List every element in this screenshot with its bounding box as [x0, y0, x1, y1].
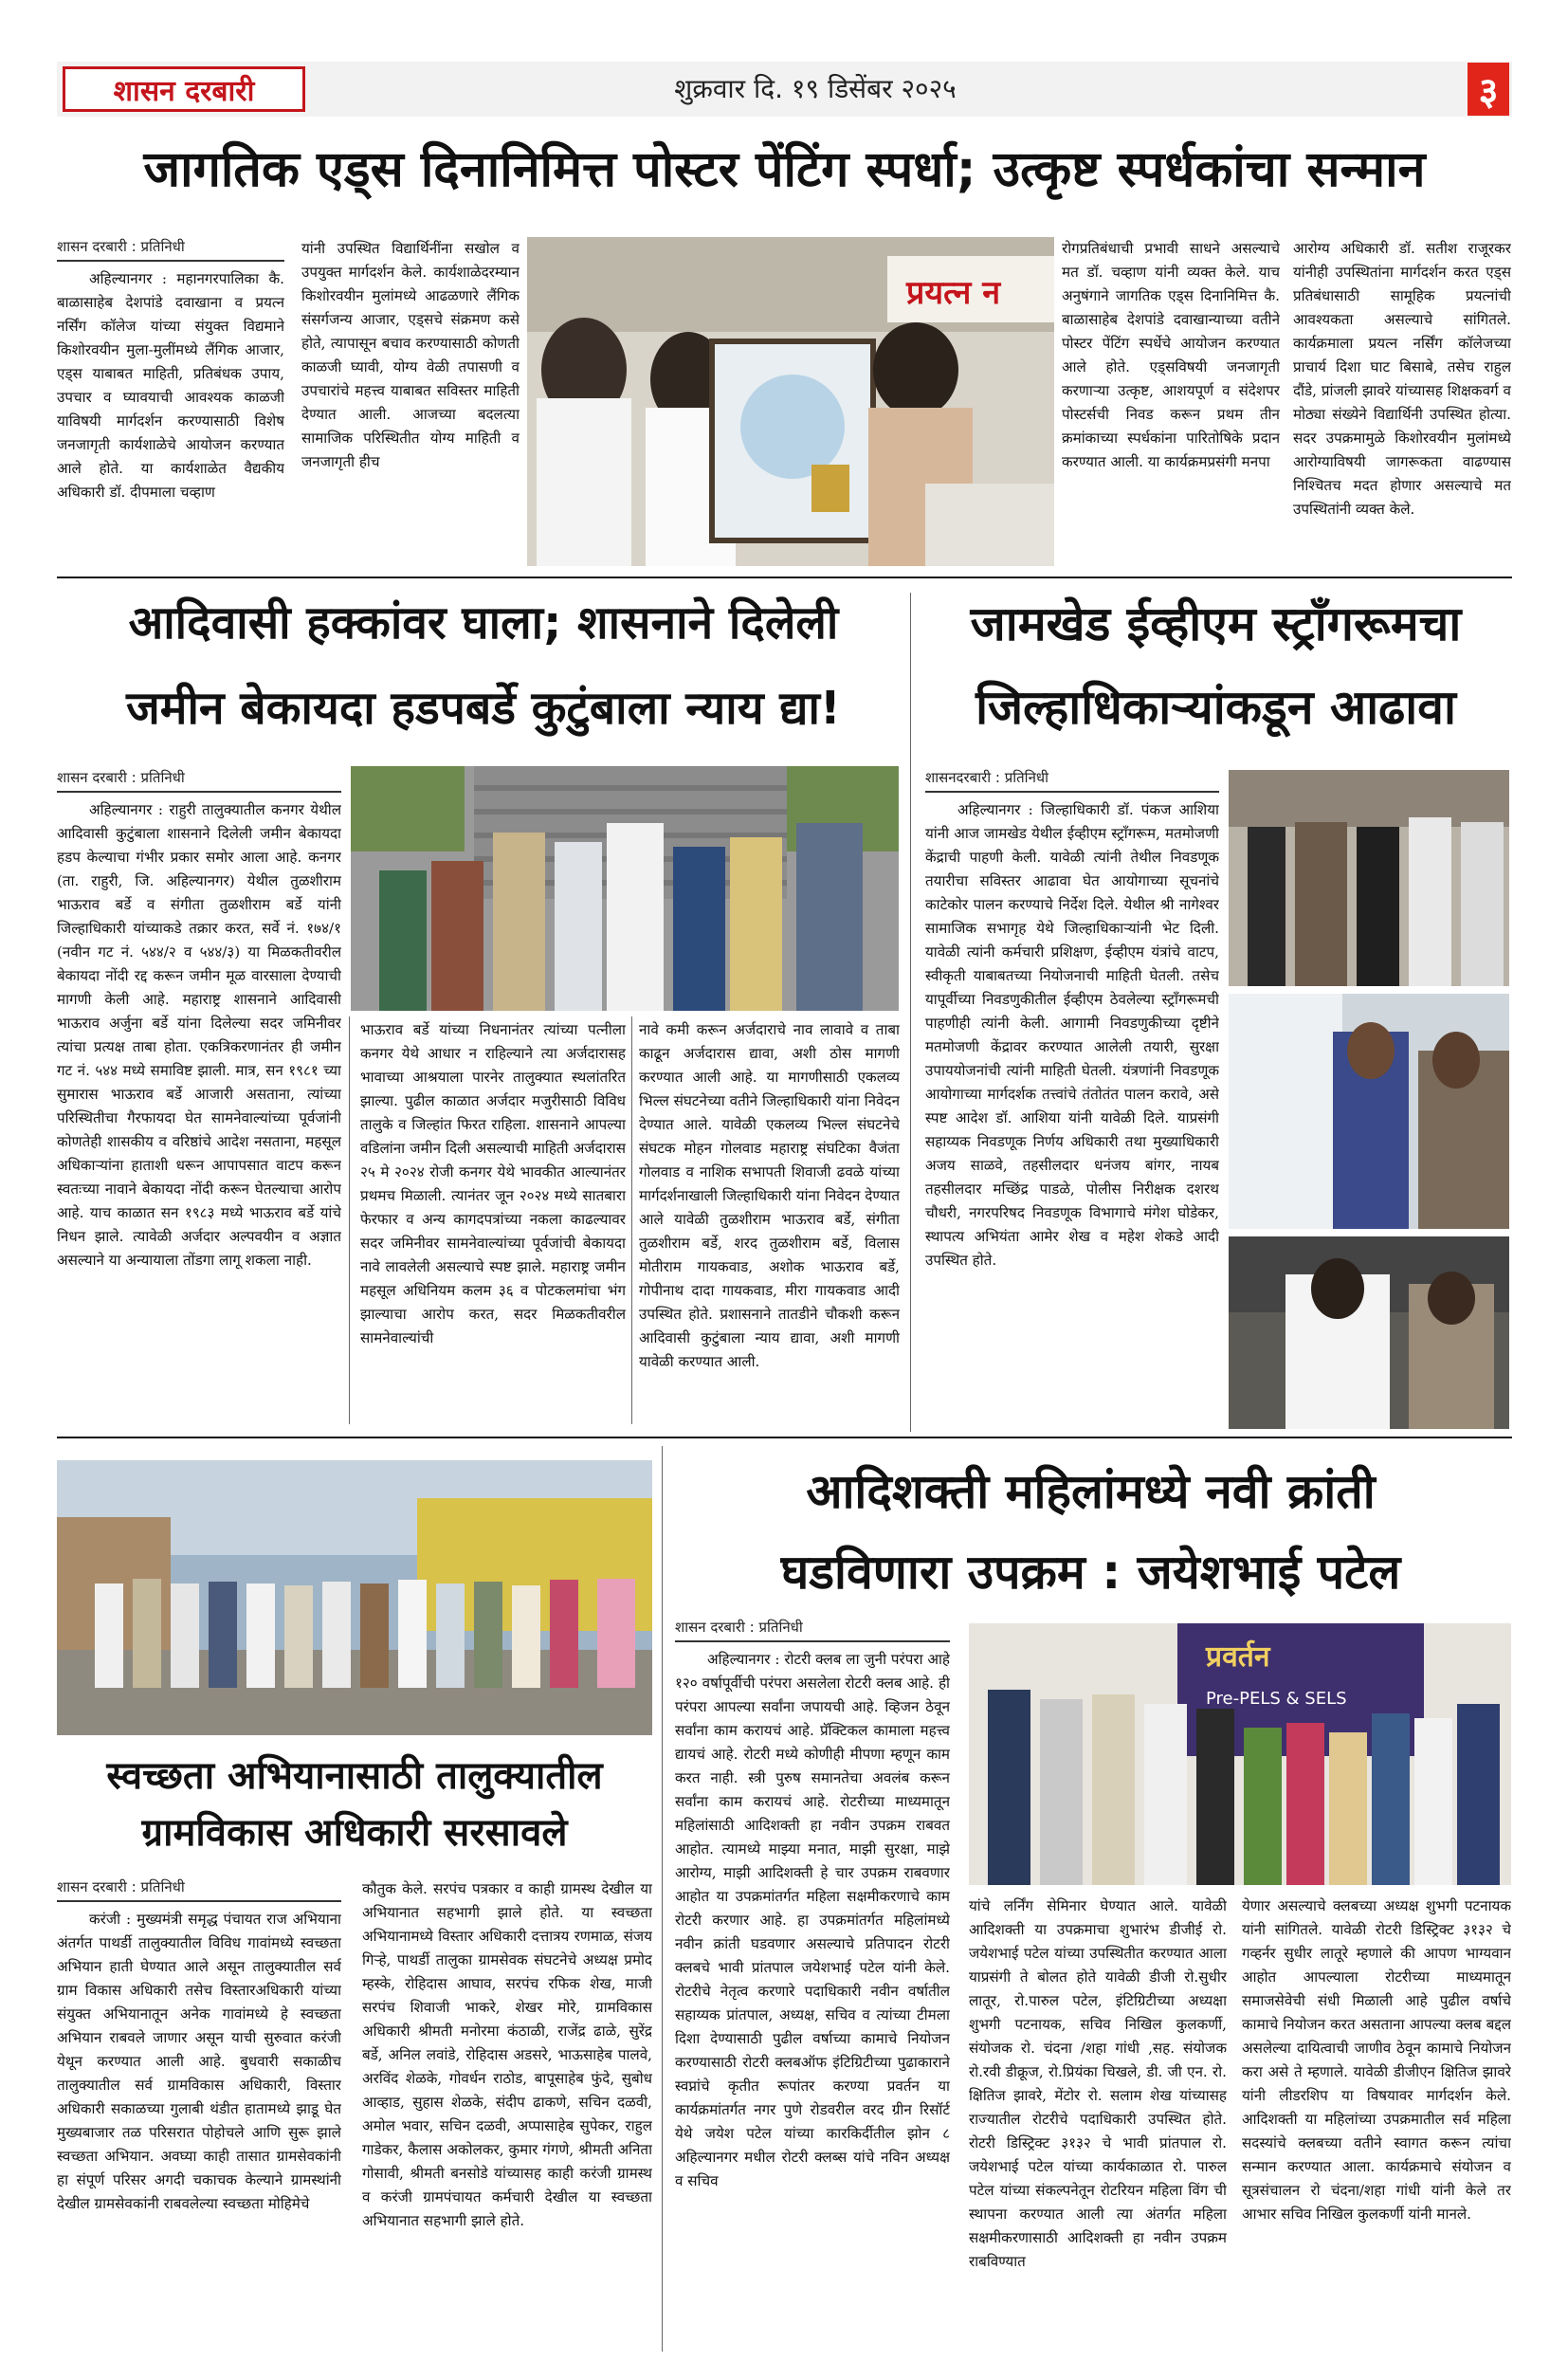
- article5-col2: यांचे लर्निंग सेमिनार घेण्यात आले. यावेळी आदिशक्ती या उपक्रमाचा शुभारंभ डीजीई रो. जयेशभाई पटेल यांच्या उपस्थितीत करण्यात आला याप्रसंगी ते बोलत होते यावेळी डीजी रो.सुधीर लातूर, रो.पारुल पटेल, इंटिग्रिटीच्या अध्यक्षा शुभगी पटनायक, सचिव निखिल कुलकर्णी, संयोजक रो. चंदना /शहा गांधी ,सह. संयोजक रो.रवी डीक्रूज, रो.प्रियंका चिखले, डी. जी एन. रो. क्षितिज झावरे, मेंटोर रो. सलाम शेख यांच्यासह राज्यातील रोटरीचे पदाधिकारी उपस्थित होते. रोटरी डिस्ट्रिक्ट ३१३२ चे भावी प्रांतपाल रो. जयेशभाई पटेल यांच्या कार्यकाळात रो. पारुल पटेल यांच्या संकल्पनेतून रोटरियन महिला विंग ची स्थापना करण्यात आली त्या अंतर्गत महिला सक्षमीकरणासाठी आदिशक्ती हा नवीन उपक्रम राबविण्यात: [969, 1897, 1227, 2270]
- article4-headline-line2: ग्रामविकास अधिकारी सरसावले: [141, 1811, 568, 1855]
- article2-col3: नावे कमी करून अर्जदाराचे नाव लावावे व ताबा काढून अर्जदारास द्यावा, अशी ठोस मागणी करण्यात आली आहे. या मागणीसाठी एकलव्य भिल्ल संघटनेच्या वतीने जिल्हाधिकारी यांना निवेदन देण्यात आले. यावेळी एकलव्य भिल्ल संघटनेचे संघटक मोहन गोलवाड महाराष्ट्र संघटिका वैजंता गोलवाड व नाशिक सभापती शिवाजी ढवळे यांच्या मार्गदर्शनाखाली जिल्हाधिकारी यांना निवेदन देण्यात आले यावेळी तुळशीराम भाऊराव बर्डे, संगीता तुळशीराम बर्डे, शरद तुळशीराम बर्डे, विलास मोतीराम गायकवाड, अशोक भाऊराव बर्डे, गोपीनाथ दादा गायकवाड, मीरा गायकवाड आदी उपस्थित होते. प्रशासनाने तातडीने चौकशी करून आदिवासी कुटुंबाला न्याय द्यावा, अशी मागणी यावेळी करण्यात आली.: [639, 1021, 900, 1370]
- article1-byline: शासन दरबारी : प्रतिनिधी: [57, 237, 284, 262]
- article1-headline: जागतिक एड्स दिनानिमित्त पोस्टर पेंटिंग स्पर्धा; उत्कृष्ट स्पर्धकांचा सन्मान: [143, 141, 1426, 198]
- article3-byline: शासनदरबारी : प्रतिनिधी: [925, 768, 1219, 793]
- article5-col1: अहिल्यानगर : रोटरी क्लब ला जुनी परंपरा आहे १२० वर्षापूर्वीची परंपरा असलेला रोटरी क्लब आहे. ही परंपरा आपल्या सर्वांना जपायची आहे. व्हिजन ठेवून सर्वांना काम करायचं आहे. प्रॅक्टिकल कामाला महत्त्व द्यायचं आहे. रोटरी मध्ये कोणीही मीपणा म्हणून काम करत नाही. स्त्री पुरुष समानतेचा अवलंब करून सर्वांना काम करायचं आहे. रोटरीच्या माध्यमातून महिलांसाठी आदिशक्ती हा नवीन उपक्रम राबवत आहोत. त्यामध्ये माझ्या मनात, माझी सुरक्षा, माझे आरोग्य, माझी आदिशक्ती हे चार उपक्रम राबवणार आहोत या उपक्रमांतर्गत महिला सक्षमीकरणाचे काम रोटरी करणार आहे. हा उपक्रमांतर्गत महिलांमध्ये नवीन क्रांती घडवणार असल्याचे प्रतिपादन रोटरी क्लबचे भावी प्रांतपाल जयेशभाई पटेल यांनी केले. रोटरीचे नेतृत्व करणारे पदाधिकारी नवीन वर्षातील सहाय्यक प्रांतपाल, अध्यक्ष, सचिव व त्यांच्या टीमला दिशा देण्यासाठी पुढील वर्षाच्या कामाचे नियोजन करण्यासाठी रोटरी क्लबऑफ इंटिग्रिटीच्या पुढाकाराने स्वप्नांचे कृतीत रूपांतर करण्या प्रवर्तन या कार्यक्रमांतर्गत नगर पुणे रोडवरील वरद ग्रीन रिसॉर्ट येथे जयेश पटेल यांच्या कारकिर्दीतील झोन ८ अहिल्यानगर मधील रोटरी क्लब्स यांचे नविन अध्यक्ष व सचिव: [675, 1651, 950, 2189]
- article1-col2: यांनी उपस्थित विद्यार्थिनींना सखोल व उपयुक्त मार्गदर्शन केले. कार्यशाळेदरम्यान किशोरवयीन मुलांमध्ये आढळणारे लैंगिक संसर्गजन्य आजार, एड्सचे संक्रमण कसे होते, त्यापासून बचाव करण्यासाठी कोणती काळजी घ्यावी, योग्य वेळी तपासणी व उपचारांचे महत्त्व याबाबत सविस्तर माहिती देण्यात आली. आजच्या बदलत्या सामाजिक परिस्थितीत योग्य माहिती व जनजागृती हीच: [301, 240, 520, 470]
- article5-headline-line2: घडविणारा उपक्रम : जयेशभाई पटेल: [780, 1545, 1401, 1600]
- article1-photo: [527, 237, 1054, 566]
- article1-col3: रोगप्रतिबंधाची प्रभावी साधने असल्याचे मत डॉ. चव्हाण यांनी व्यक्त केले. याच अनुषंगाने जागतिक एड्स दिनानिमित्त कै. बाळासाहेब देशपांडे दवाखान्याच्या वतीने पोस्टर पेंटिंग स्पर्धेचे आयोजन करण्यात आले होते. एड्सविषयी जनजागृती करणाऱ्या उत्कृष्ट, आशयपूर्ण व संदेशपर पोस्टर्सची निवड करून प्रथम तीन क्रमांकाच्या स्पर्धकांना पारितोषिके प्रदान करण्यात आली. या कार्यक्रमप्रसंगी मनपा: [1062, 240, 1280, 470]
- article4-col1: करंजी : मुख्यमंत्री समृद्ध पंचायत राज अभियाना अंतर्गत पाथर्डी तालुक्यातील विविध गावांमध्ये स्वच्छता अभियान हाती घेण्यात आले असून तालुक्यातील सर्व ग्राम विकास अधिकारी तसेच विस्तारअधिकारी यांच्या संयुक्त अभियानातून अनेक गावांमध्ये हे स्वच्छता अभियान राबवले जाणार असून याची सुरुवात करंजी येथून करण्यात आली आहे. बुधवारी सकाळीच तालुक्यातील सर्व ग्रामविकास अधिकारी, विस्तार अधिकारी सकाळच्या गुलाबी थंडीत हातामध्ये झाडू घेत मुख्यबाजार तळ परिसरात पोहोचले आणि सुरू झाले स्वच्छता अभियान. अवघ्या काही तासात ग्रामसेवकांनी हा संपूर्ण परिसर अगदी चकाचक केल्याने ग्रामस्थांनी देखील ग्रामसेवकांनी राबवलेल्या स्वच्छता मोहिमेचे: [57, 1911, 341, 2212]
- article4-photo: [57, 1460, 652, 1735]
- article3-headline-line1: जामखेड ईव्हीएम स्ट्राँगरूमचा: [970, 596, 1462, 651]
- article4-col2: कौतुक केले. सरपंच पत्रकार व काही ग्रामस्थ देखील या अभियानात सहभागी झाले होते. या स्वच्छता अभियानामध्ये विस्तार अधिकारी दत्तात्रय रणमाळ, संजय गिऱ्हे, पाथर्डी तालुका ग्रामसेवक संघटनेचे अध्यक्ष प्रमोद म्हस्के, रोहिदास आघाव, सरपंच रफिक शेख, माजी सरपंच शिवाजी भाकरे, शेखर मोरे, ग्रामविकास अधिकारी श्रीमती मनोरमा कंठाळी, राजेंद्र ढाळे, सुरेंद्र बर्डे, अनिल लवांडे, रोहिदास अडसरे, भाऊसाहेब पालवे, अरविंद शेळके, गोवर्धन राठोड, बापूसाहेब फुंदे, सुबोध आव्हाड, सुहास शेळके, संदीप ढाकणे, सचिन दळवी, अमोल भवार, सचिन दळवी, अप्पासाहेब सुपेकर, राहुल गाडेकर, कैलास अकोलकर, कुमार गंगणे, श्रीमती अनिता गोसावी, श्रीमती बनसोडे यांच्यासह काही करंजी ग्रामस्थ व करंजी ग्रामपंचायत कर्मचारी देखील या स्वच्छता अभियानात सहभागी झाले होते.: [362, 1880, 652, 2229]
- article2-headline-line1: आदिवासी हक्कांवर घाला; शासनाने दिलेली: [128, 596, 839, 650]
- section-divider: [57, 1437, 1512, 1438]
- issue-date: शुक्रवार दि. १९ डिसेंबर २०२५: [674, 73, 957, 104]
- article1-col4: आरोग्य अधिकारी डॉ. सतीश राजूरकर यांनीही उपस्थितांना मार्गदर्शन करत एड्स प्रतिबंधासाठी सामूहिक प्रयत्नांची आवश्यकता असल्याचे सांगितले. कार्यक्रमाला प्रयत्न नर्सिंग कॉलेजच्या प्राचार्य दिशा घाट बिसाबे, तसेच राहुल दौंडे, प्रांजली झावरे यांच्यासह शिक्षकवर्ग व मोठ्या संख्येने विद्यार्थिनी उपस्थित होत्या. सदर उपक्रमामुळे किशोरवयीन मुलांमध्ये आरोग्याविषयी जागरूकता वाढण्यास निश्चितच मदत होणार असल्याचे मत उपस्थितांनी व्यक्त केले.: [1293, 240, 1511, 518]
- section-divider: [57, 577, 1512, 578]
- article3-photo3: [1229, 1236, 1509, 1429]
- masthead-logo: शासन दरबारी: [63, 66, 305, 112]
- article2-col1: अहिल्यानगर : राहुरी तालुक्यातील कनगर येथील आदिवासी कुटुंबाला शासनाने दिलेली जमीन बेकायदा हडप केल्याचा गंभीर प्रकार समोर आला आहे. कनगर (ता. राहुरी, जि. अहिल्यानगर) येथील तुळशीराम भाऊराव बर्डे व संगीता तुळशीराम बर्डे यांनी जिल्हाधिकारी यांच्याकडे तक्रार करत, सर्वे नं. १७४/१ (नवीन गट नं. ५४४/२ व ५४४/३) या मिळकतीवरील बेकायदा नोंदी रद्द करून जमीन मूळ वारसाला देण्याची मागणी केली आहे. महाराष्ट्र शासनाने आदिवासी भाऊराव अर्जुना बर्डे यांना दिलेल्या सदर जमिनीवर त्यांचा प्रत्यक्ष ताबा होता. एकत्रिकरणानंतर ही जमीन गट नं. ५४४ मध्ये समाविष्ट झाली. मात्र, सन १९८१ च्या सुमारास भाऊराव बर्डे आजारी असताना, त्यांच्या परिस्थितीचा गैरफायदा घेत सामनेवाल्यांच्या पूर्वजांनी कोणतेही शासकीय व वरिष्ठांचे आदेश नसताना, महसूल अधिकाऱ्यांना हाताशी धरून आपापसात वाटप करून स्वतःच्या नावाने बेकायदा नोंदी करून घेतल्याचा आरोप आहे. याच काळात सन १९८३ मध्ये भाऊराव बर्डे यांचे निधन झाले. त्यावेळी अर्जदार अल्पवयीन व अज्ञात असल्याने या अन्यायाला तोंडगा लागू शकला नाही.: [57, 801, 341, 1269]
- article3-headline-line2: जिल्हाधिकाऱ्यांकडून आढावा: [975, 680, 1456, 735]
- banner-subtitle: Pre-PELS & SELS: [1206, 1689, 1347, 1709]
- column-rule: [631, 1016, 632, 1424]
- article2-headline-line2: जमीन बेकायदा हडपबर्डे कुटुंबाला न्याय द्या!: [126, 682, 841, 735]
- column-rule: [662, 1446, 663, 2352]
- page-number: ३: [1468, 63, 1509, 116]
- column-rule: [349, 1016, 350, 1424]
- banner-word: प्रवर्तन: [1206, 1640, 1270, 1674]
- article3-photo1: [1229, 770, 1509, 986]
- article2-byline: शासन दरबारी : प्रतिनिधी: [57, 768, 341, 793]
- article5-headline-line1: आदिशक्ती महिलांमध्ये नवी क्रांती: [806, 1464, 1376, 1519]
- article2-col2: भाऊराव बर्डे यांच्या निधनानंतर त्यांच्या पत्नीला कनगर येथे आधार न राहिल्याने त्या अर्जदारासह भावाच्या आश्रयाला पारनेर तालुक्यात स्थलांतरित झाल्या. पुढील काळात अर्जदार मजुरीसाठी विविध तालुके व जिल्हांत फिरत राहिला. शासनाने आपल्या वडिलांना जमीन दिली असल्याची माहिती अर्जदारास २५ मे २०२४ रोजी कनगर येथे भावकीत आल्यानंतर प्रथमच मिळाली. त्यानंतर जून २०२४ मध्ये सातबारा फेरफार व अन्य कागदपत्रांच्या नकला काढल्यावर सदर जमिनीवर सामनेवाल्यांच्या पूर्वजांची बेकायदा नावे लावलेली असल्याचे स्पष्ट झाले. महाराष्ट्र जमीन महसूल अधिनियम कलम ३६ व पोटकलमांचा भंग झाल्याचा आरोप करत, सदर मिळकतीवरील सामनेवाल्यांची: [360, 1021, 626, 1346]
- article5-byline: शासन दरबारी : प्रतिनिधी: [675, 1618, 950, 1642]
- article4-headline-line1: स्वच्छता अभियानासाठी तालुक्यातील: [106, 1754, 603, 1798]
- article2-photo: [351, 766, 899, 1011]
- column-rule: [910, 593, 911, 1432]
- article1-col1: अहिल्यानगर : महानगरपालिका कै. बाळासाहेब देशपांडे दवाखाना व प्रयत्न नर्सिंग कॉलेज यांच्या संयुक्त विद्यमाने किशोरवयीन मुला-मुलींमध्ये लैंगिक आजार, एड्स याबाबत माहिती, प्रतिबंधक उपाय, उपचार व घ्यावयाची आवश्यक काळजी याविषयी मार्गदर्शन करण्यासाठी विशेष जनजागृती कार्यशाळेचे आयोजन करण्यात आले होते. या कार्यशाळेत वैद्यकीय अधिकारी डॉ. दीपमाला चव्हाण: [57, 270, 284, 501]
- article5-col3: येणार असल्याचे क्लबच्या अध्यक्ष शुभगी पटनायक यांनी सांगितले. यावेळी रोटरी डिस्ट्रिक्ट ३१३२ चे गव्हर्नर सुधीर लातूरे म्हणाले की आपण भाग्यवान आहोत आपल्याला रोटरीच्या माध्यमातून समाजसेवेची संधी मिळाली आहे पुढील वर्षाचे कामाचे नियोजन करत असताना आपल्या क्लब बद्दल असलेल्या दायित्वाची जाणीव ठेवून कामाचे नियोजन करा असे ते म्हणाले. यावेळी डीजीएन क्षितिज झावरे यांनी लीडरशिप या विषयावर मार्गदर्शन केले. आदिशक्ती या महिलांच्या उपक्रमातील सर्व महिला सदस्यांचे क्लबच्या वतीने स्वागत करून त्यांचा सन्मान करण्यात आला. कार्यक्रमाचे संयोजन व सूत्रसंचालन रो चंदना/शहा गांधी यांनी केले तर आभार सचिव निखिल कुलकर्णी यांनी मानले.: [1242, 1897, 1511, 2223]
- article3-col1: अहिल्यानगर : जिल्हाधिकारी डॉ. पंकज आशिया यांनी आज जामखेड येथील ईव्हीएम स्ट्राँगरूम, मतमोजणी केंद्राची पाहणी केली. यावेळी त्यांनी तेथील निवडणूक तयारीचा सविस्तर आढावा घेत आयोगाच्या सूचनांचे काटेकोर पालन करण्याचे निर्देश दिले. येथील श्री नागेश्वर सामाजिक सभागृह येथे जिल्हाधिकाऱ्यांनी भेट दिली. यावेळी त्यांनी कर्मचारी प्रशिक्षण, ईव्हीएम यंत्रांचे वाटप, स्वीकृती याबाबतच्या नियोजनाची माहिती घेतली. तसेच यापूर्वीच्या निवडणुकीतील ईव्हीएम ठेवलेल्या स्ट्राँगरूमची पाहणीही त्यांनी केली. आगामी निवडणुकीच्या दृष्टीने मतमोजणी केंद्रावर करण्यात आलेली तयारी, सुरक्षा उपाययोजनांची त्यांनी माहिती घेतली. यंत्रणांनी निवडणूक आयोगाच्या मार्गदर्शक तत्त्वांचे तंतोतंत पालन करावे, असे स्पष्ट आदेश डॉ. आशिया यांनी यावेळी दिले. याप्रसंगी सहाय्यक निवडणूक निर्णय अधिकारी तथा मुख्याधिकारी अजय साळवे, तहसीलदार धनंजय बांगर, नायब तहसीलदार मच्छिंद्र पाडळे, पोलीस निरीक्षक दशरथ चौधरी, नगरपरिषद निवडणूक विभागाचे मंगेश घोडेकर, स्थापत्य अभियंता आमेर शेख व महेश शेकडे आदी उपस्थित होते.: [925, 801, 1219, 1269]
- article4-byline: शासन दरबारी : प्रतिनिधी: [57, 1877, 341, 1902]
- poster-banner-text: प्रयत्न न: [906, 274, 1001, 312]
- article5-photo: [969, 1623, 1511, 1885]
- article3-photo2: [1229, 994, 1509, 1229]
